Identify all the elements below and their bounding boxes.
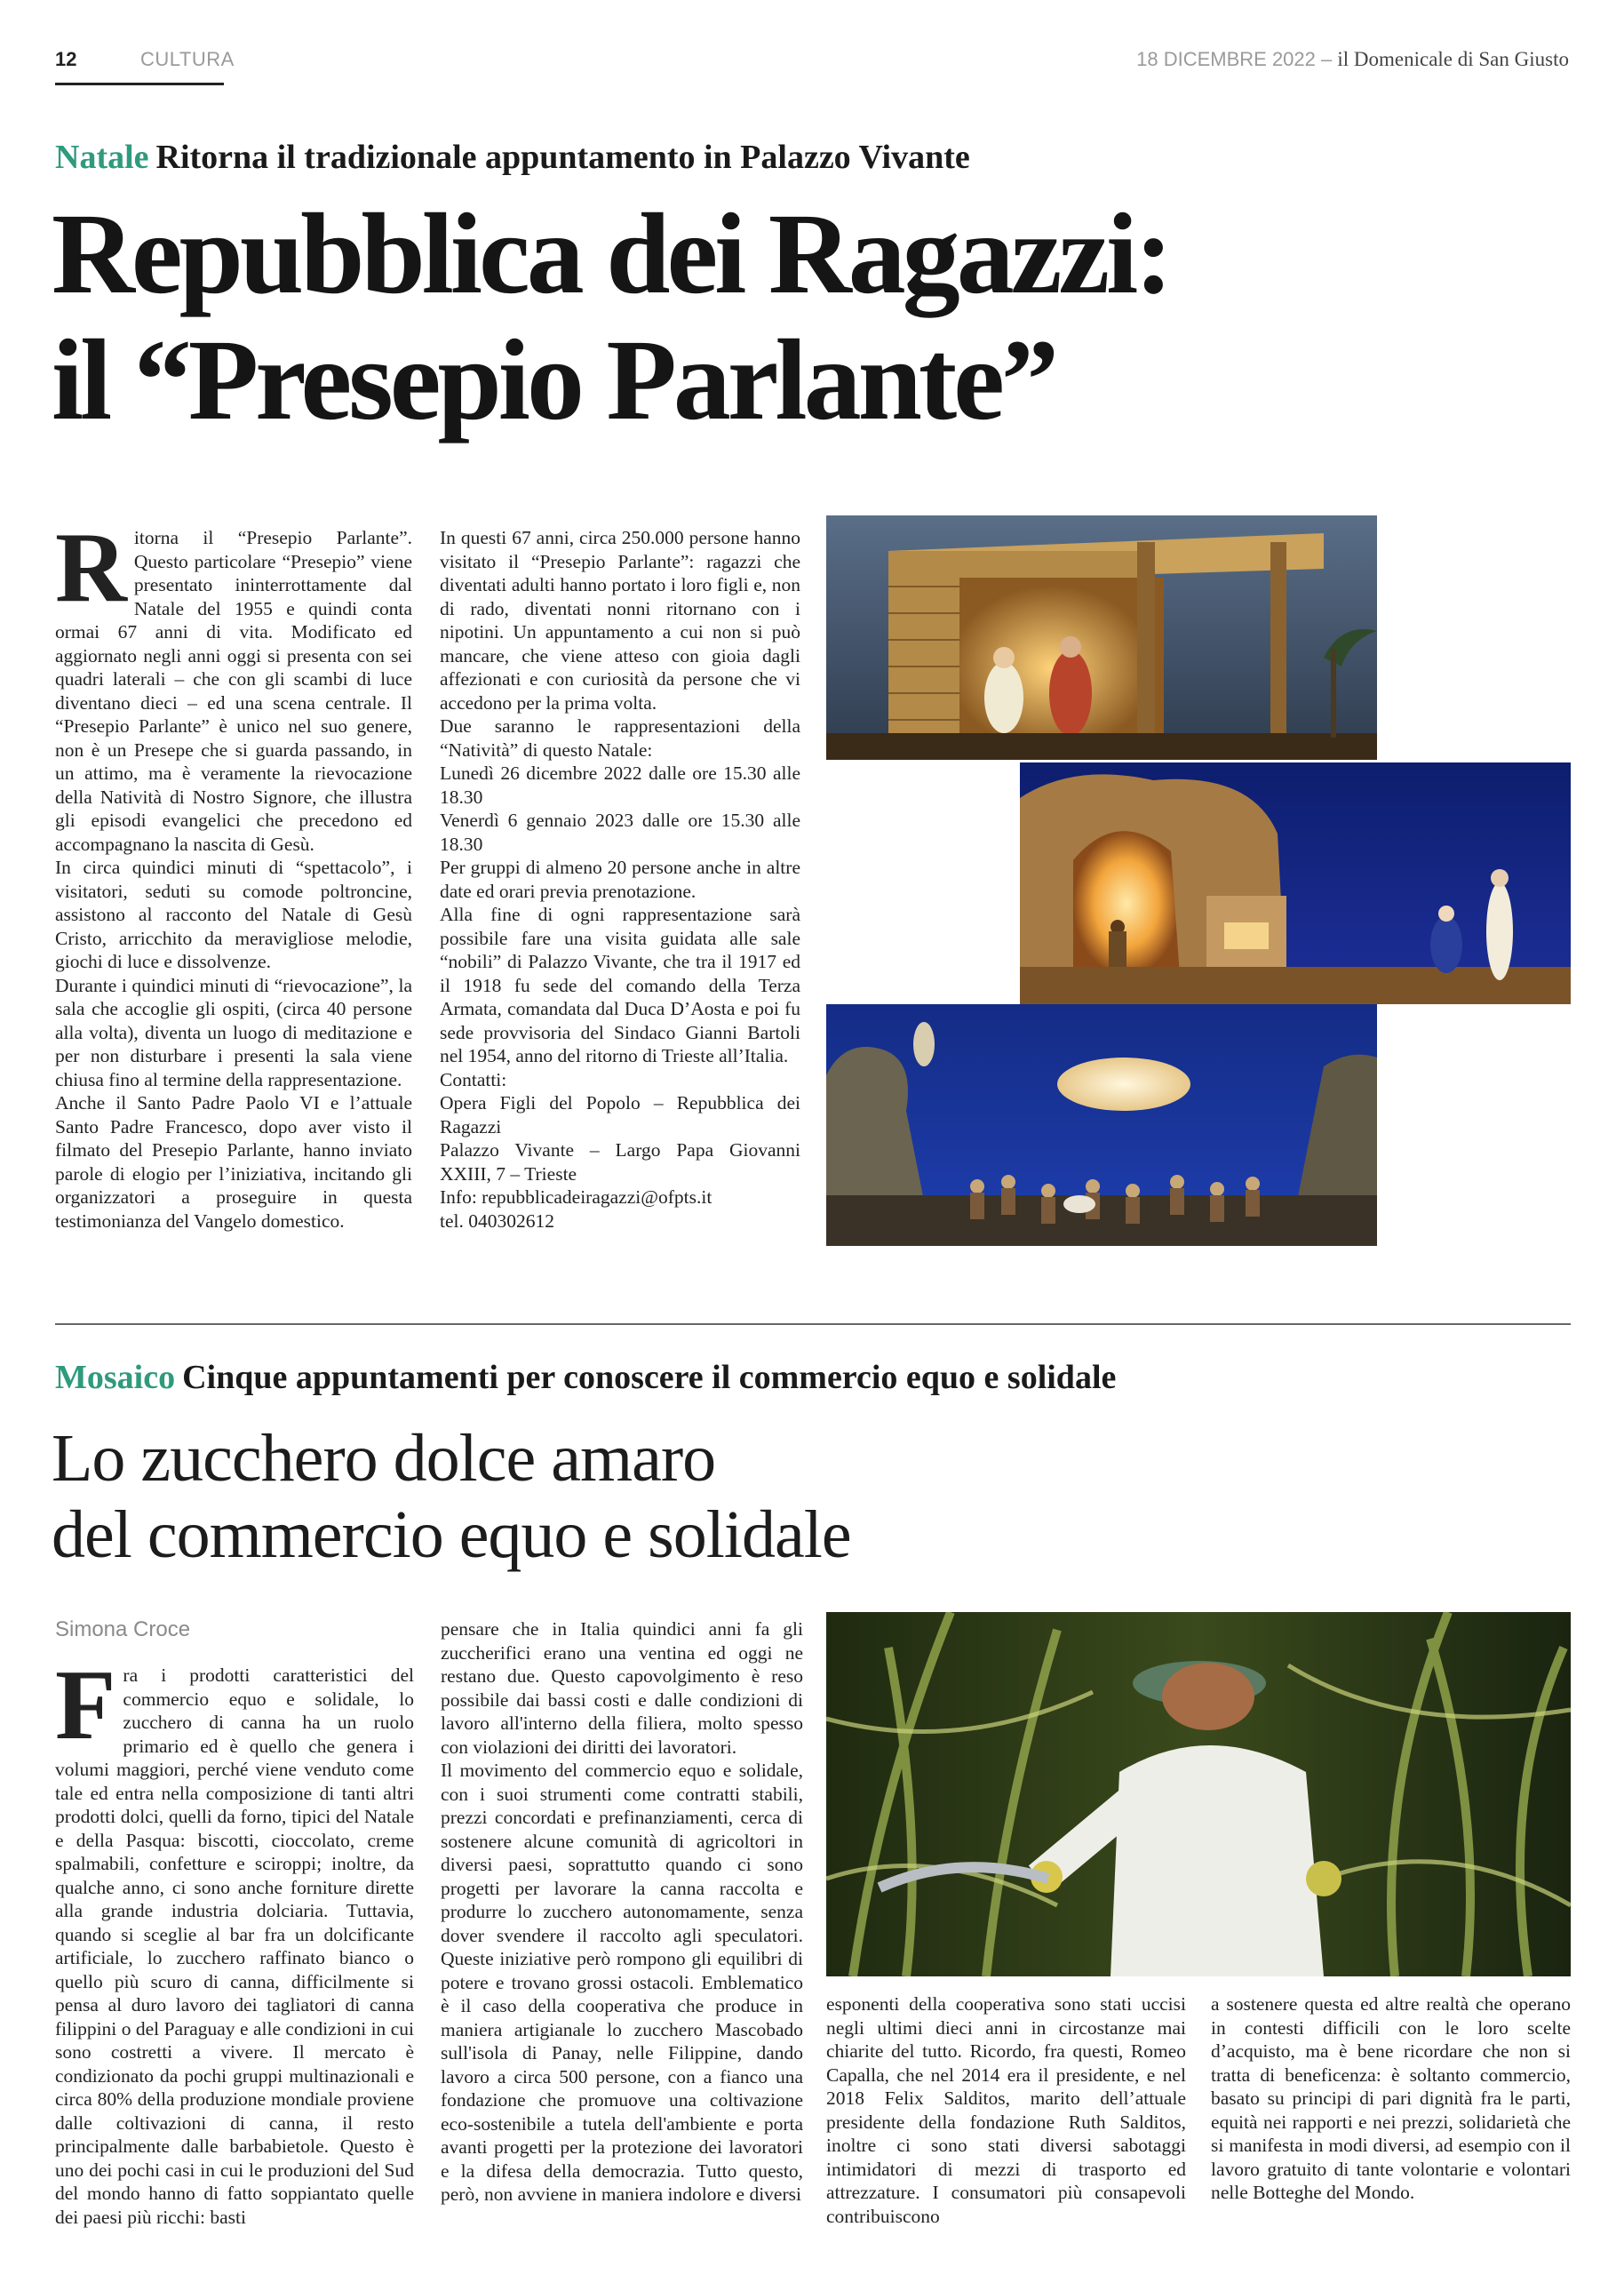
- article2-kicker-text: Cinque appuntamenti per conoscere il commercio equo e solidale: [182, 1359, 1117, 1396]
- paragraph: In questi 67 anni, circa 250.000 persone hanno visitato il “Presepio Parlante”: ragazzi che diventati adulti hanno portato i loro figli e, non di rado, diventati nonni ritornano con i nipotini. Un appuntamento a cui non si può mancare, che viene atteso con gioia dagli affezionati e con curiosità da persone che vi accedono per la prima volta.: [440, 527, 800, 714]
- section-label: CULTURA: [140, 48, 235, 70]
- article1-kicker-text: Ritorna il tradizionale appuntamento in Palazzo Vivante: [155, 139, 970, 176]
- contact-email: Info: repubblicadeiragazzi@ofpts.it: [440, 1186, 712, 1208]
- nativity-photo-cave: [1020, 762, 1571, 1004]
- nativity-photo-hut: [826, 515, 1377, 760]
- paragraph: Anche il Santo Padre Paolo VI e l’attuale Santo Padre Francesco, dopo aver visto il filmato del Presepio Parlante, hanno inviato parole di elogio per l’iniziativa, incitando gli organizzatori a proseguire in questa testimonianza del Vangelo domestico.: [55, 1092, 412, 1232]
- paragraph: In circa quindici minuti di “spettacolo”, i visitatori, seduti su comode poltroncine, assistono al racconto del Natale di Gesù Cristo, arricchito da meravigliose melodie, giochi di luce e dissolvenze.: [55, 857, 412, 972]
- contact-phone: tel. 040302612: [440, 1209, 554, 1232]
- sugarcane-worker-photo: [826, 1612, 1571, 1976]
- paragraph: Lunedì 26 dicembre 2022 dalle ore 15.30 alle 18.30: [440, 762, 800, 808]
- paragraph: Venerdì 6 gennaio 2023 dalle ore 15.30 alle 18.30: [440, 810, 800, 855]
- article1-kicker-tag: Natale: [55, 139, 149, 176]
- paragraph: Durante i quindici minuti di “rievocazione”, la sala che accoglie gli ospiti, (circa 40 persone alla volta), diventa un luogo di meditazione e per non disturbare i presenti la sala viene chiusa fino al termine della rappresentazione.: [55, 974, 412, 1090]
- article1-column-1: [55, 513, 412, 1233]
- paragraph: esponenti della cooperativa sono stati uccisi negli ultimi dieci anni in circostanze mai chiarite del tutto. Ricordo, fra questi, Romeo Capalla, che nel 2014 era il presidente, e nel 2018 Felix Salditos, marito dell’attuale presidente della fondazione Ruth Salditos, inoltre ci sono stati diversi sabotaggi intimidatori di mezzi di trasporto ed attrezzature. I consumatori più consapevoli contribuiscono: [826, 1993, 1186, 2227]
- contacts-label: Contatti:: [440, 1068, 507, 1090]
- contact-organisation: Opera Figli del Popolo – Repubblica dei Ragazzi: [440, 1092, 800, 1138]
- article2-column-2: [441, 1617, 803, 2207]
- author-byline: Simona Croce: [55, 1617, 191, 1641]
- paragraph: Ritorna il “Presepio Parlante”. Questo particolare “Presepio” viene presentato ininterrottamente dal Natale del 1955 e quindi conta ormai 67 anni di vita. Modificato ed aggiornato negli anni oggi si presenta con sei quadri laterali – che con gli scambi di luce diventano dieci – ed una scena centrale. Il “Presepio Parlante” è unico nel suo genere, non è un Presepe che si guarda passando, in un attimo, ma è veramente la rievocazione della Natività di Nostro Signore, che illustra gli episodi evangelici che precedono ed accompagnano la nascita di Gesù.: [55, 513, 412, 855]
- article2-column-4: [1211, 1992, 1571, 2205]
- article2-column-1: [55, 1650, 414, 2229]
- paragraph: Alla fine di ogni rappresentazione sarà possibile fare una visita guidata alle sale “nobili” di Palazzo Vivante, che tra il 1917 ed il 1918 fu sede del comando della Terza Armata, comandata dal Duca D’Aosta e poi fu sede provvisoria del Sindaco Gianni Bartoli nel 1954, anno del ritorno di Trieste all’Italia.: [440, 904, 800, 1066]
- paragraph: Due saranno le rappresentazioni della “Natività” di questo Natale:: [440, 715, 800, 761]
- paragraph: Fra i prodotti caratteristici del commercio equo e solidale, lo zucchero di canna ha un ruolo primario ed è quello che genera i volumi maggiori, perché viene venduto come tale ed entra nella composizione di tanti altri prodotti dolci, quelli da forno, tipici del Natale e della Pasqua: biscotti, cioccolato, creme spalmabili, confetture e sciroppi; inoltre, da qualche anno, ci sono anche forniture dirette alla grande industria dolciaria. Tuttavia, quando si sceglie al bar fra un dolcificante artificiale, lo zucchero raffinato bianco o quello più scuro di canna, difficilmente si pensa al duro lavoro dei tagliatori di canna filippini o del Paraguay e alle condizioni in cui sono costretti a vivere. Il mercato è condizionato da pochi gruppi multinazionali e circa 80% della produzione mondiale proviene dalle coltivazioni di canna, il resto principalmente dalle barbabietole. Questo è uno dei pochi casi in cui le produzioni del Sud del mondo hanno di fatto soppiantato quelle dei paesi più ricchi: basti: [55, 1650, 414, 2228]
- article1-headline-line1: Repubblica dei Ragazzi:: [52, 190, 1170, 318]
- issue-date: 18 DICEMBRE 2022 –: [1136, 48, 1333, 70]
- article1-column-2: [440, 526, 800, 1233]
- article2-kicker: [55, 1358, 1116, 1397]
- article1-headline: [52, 191, 1580, 443]
- header-rule: [55, 83, 224, 85]
- article2-kicker-tag: Mosaico: [55, 1359, 176, 1396]
- paragraph: Il movimento del commercio equo e solidale, con i suoi strumenti come contratti stabili, prezzi concordati e prefinanziamenti, cerca di sostenere alcune comunità di agricoltori in diversi paesi, soprattutto quando ci sono progetti per lavorare la canna raccolta e produrre lo zucchero autonomamente, senza dover svendere il raccolto agli speculatori. Queste iniziative però rompono gli equilibri di potere e trovano grossi ostacoli. Emblematico è il caso della cooperativa che produce in maniera artigianale lo zucchero Mascobado sull'isola di Panay, nelle Filippine, dando lavoro a circa 500 persone, con a fianco una fondazione che promuove una coltivazione eco-sostenibile a tutela dell'ambiente e porta avanti progetti per la protezione dei lavoratori e la difesa della democrazia. Tutto questo, però, non avviene in maniera indolore e diversi: [441, 1760, 803, 2205]
- page-number: 12: [55, 48, 77, 70]
- article2-headline-line1: Lo zucchero dolce amaro: [52, 1421, 716, 1496]
- paragraph: a sostenere questa ed altre realtà che operano in contesti difficili con le loro scelte d’acquisto, ma è bene ricordare che non si tratta di beneficenza: è soltanto commercio, basato su principi di pari dignità fra le parti, equità nei rapporti e nei prezzi, solidarietà che si manifesta in modi diversi, ad esempio con il lavoro gratuito di tante volontarie e volontari nelle Botteghe del Mondo.: [1211, 1993, 1571, 2203]
- nativity-photo-angels: [826, 1004, 1377, 1246]
- publication-name: il Domenicale di San Giusto: [1337, 48, 1569, 70]
- article1-kicker: [55, 138, 970, 177]
- article-divider: [55, 1323, 1571, 1325]
- header-dateline: [1136, 48, 1569, 71]
- article2-headline: [52, 1420, 1580, 1573]
- paragraph: Per gruppi di almeno 20 persone anche in altre date ed orari previa prenotazione.: [440, 857, 800, 902]
- contact-address: Palazzo Vivante – Largo Papa Giovanni XXIII, 7 – Trieste: [440, 1139, 800, 1185]
- article2-headline-line2: del commercio equo e solidale: [52, 1497, 851, 1572]
- paragraph: pensare che in Italia quindici anni fa gli zuccherifici erano una ventina ed oggi ne restano due. Questo capovolgimento è reso possibile dai bassi costi e dalle condizioni di lavoro all'interno della filiera, molto spesso con violazioni dei diritti dei lavoratori.: [441, 1618, 803, 1758]
- article1-headline-line2: il “Presepio Parlante”: [52, 316, 1055, 444]
- article2-column-3: [826, 1992, 1186, 2228]
